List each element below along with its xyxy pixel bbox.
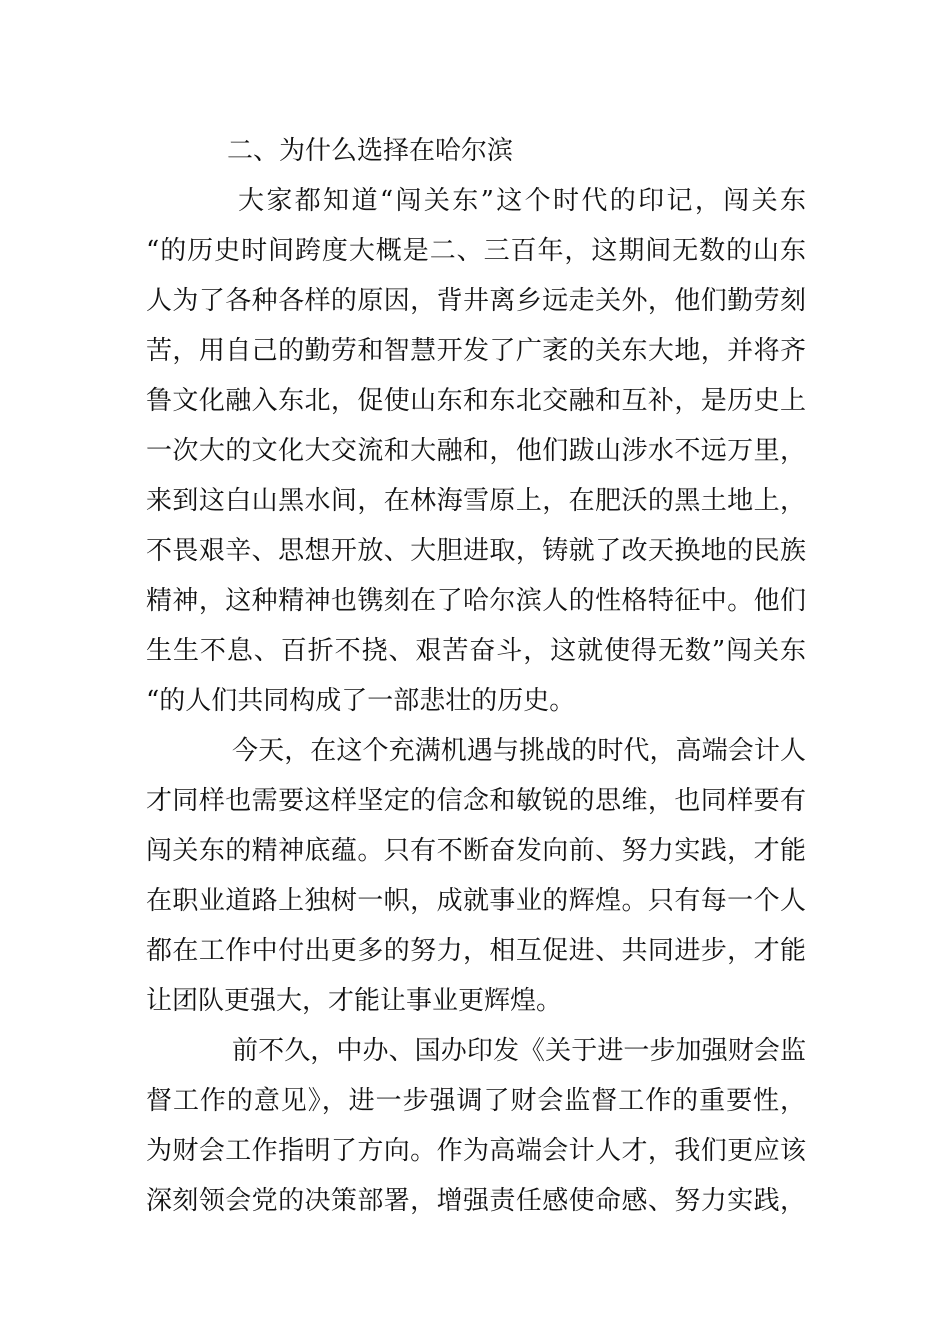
paragraph-line: 让团队更强大，才能让事业更辉煌。 [146,986,563,1016]
paragraph-line: 都在工作中付出更多的努力，相互促进、共同进步，才能 [146,936,806,966]
paragraph-line: 今天，在这个充满机遇与挑战的时代，高端会计人 [232,736,806,766]
paragraph-line: 不畏艰辛、思想开放、大胆进取，铸就了改天换地的民族 [146,536,806,566]
paragraph-line: 才同样也需要这样坚定的信念和敏锐的思维，也同样要有 [146,786,806,816]
paragraph-line: 人为了各种各样的原因，背井离乡远走关外，他们勤劳刻 [146,286,806,316]
paragraph-line: 精神，这种精神也镌刻在了哈尔滨人的性格特征中。他们 [146,586,806,616]
paragraph-line: 一次大的文化大交流和大融和，他们跋山涉水不远万里， [146,436,806,466]
paragraph-line: 苦，用自己的勤劳和智慧开发了广袤的关东大地，并将齐 [146,336,806,366]
paragraph-line: 在职业道路上独树一帜，成就事业的辉煌。只有每一个人 [146,886,806,916]
paragraph-line: 为财会工作指明了方向。作为高端会计人才，我们更应该 [146,1136,806,1166]
paragraph-line: 大家都知道“闯关东”这个时代的印记，闯关东 [238,186,806,216]
paragraph-line: “的历史时间跨度大概是二、三百年，这期间无数的山东 [146,236,806,266]
paragraph-line: 闯关东的精神底蕴。只有不断奋发向前、努力实践，才能 [146,836,806,866]
section-heading: 二、为什么选择在哈尔滨 [227,136,514,166]
paragraph-line: 深刻领会党的决策部署，增强责任感使命感、努力实践， [146,1186,806,1216]
paragraph-line: 鲁文化融入东北，促使山东和东北交融和互补，是历史上 [146,386,806,416]
paragraph-line: 前不久，中办、国办印发《关于进一步加强财会监 [232,1036,806,1066]
paragraph-line: 生生不息、百折不挠、艰苦奋斗，这就使得无数”闯关东 [146,636,806,666]
paragraph-line: 督工作的意见》，进一步强调了财会监督工作的重要性， [146,1086,806,1116]
paragraph-line: “的人们共同构成了一部悲壮的历史。 [146,686,576,716]
paragraph-line: 来到这白山黑水间，在林海雪原上，在肥沃的黑土地上， [146,486,806,516]
